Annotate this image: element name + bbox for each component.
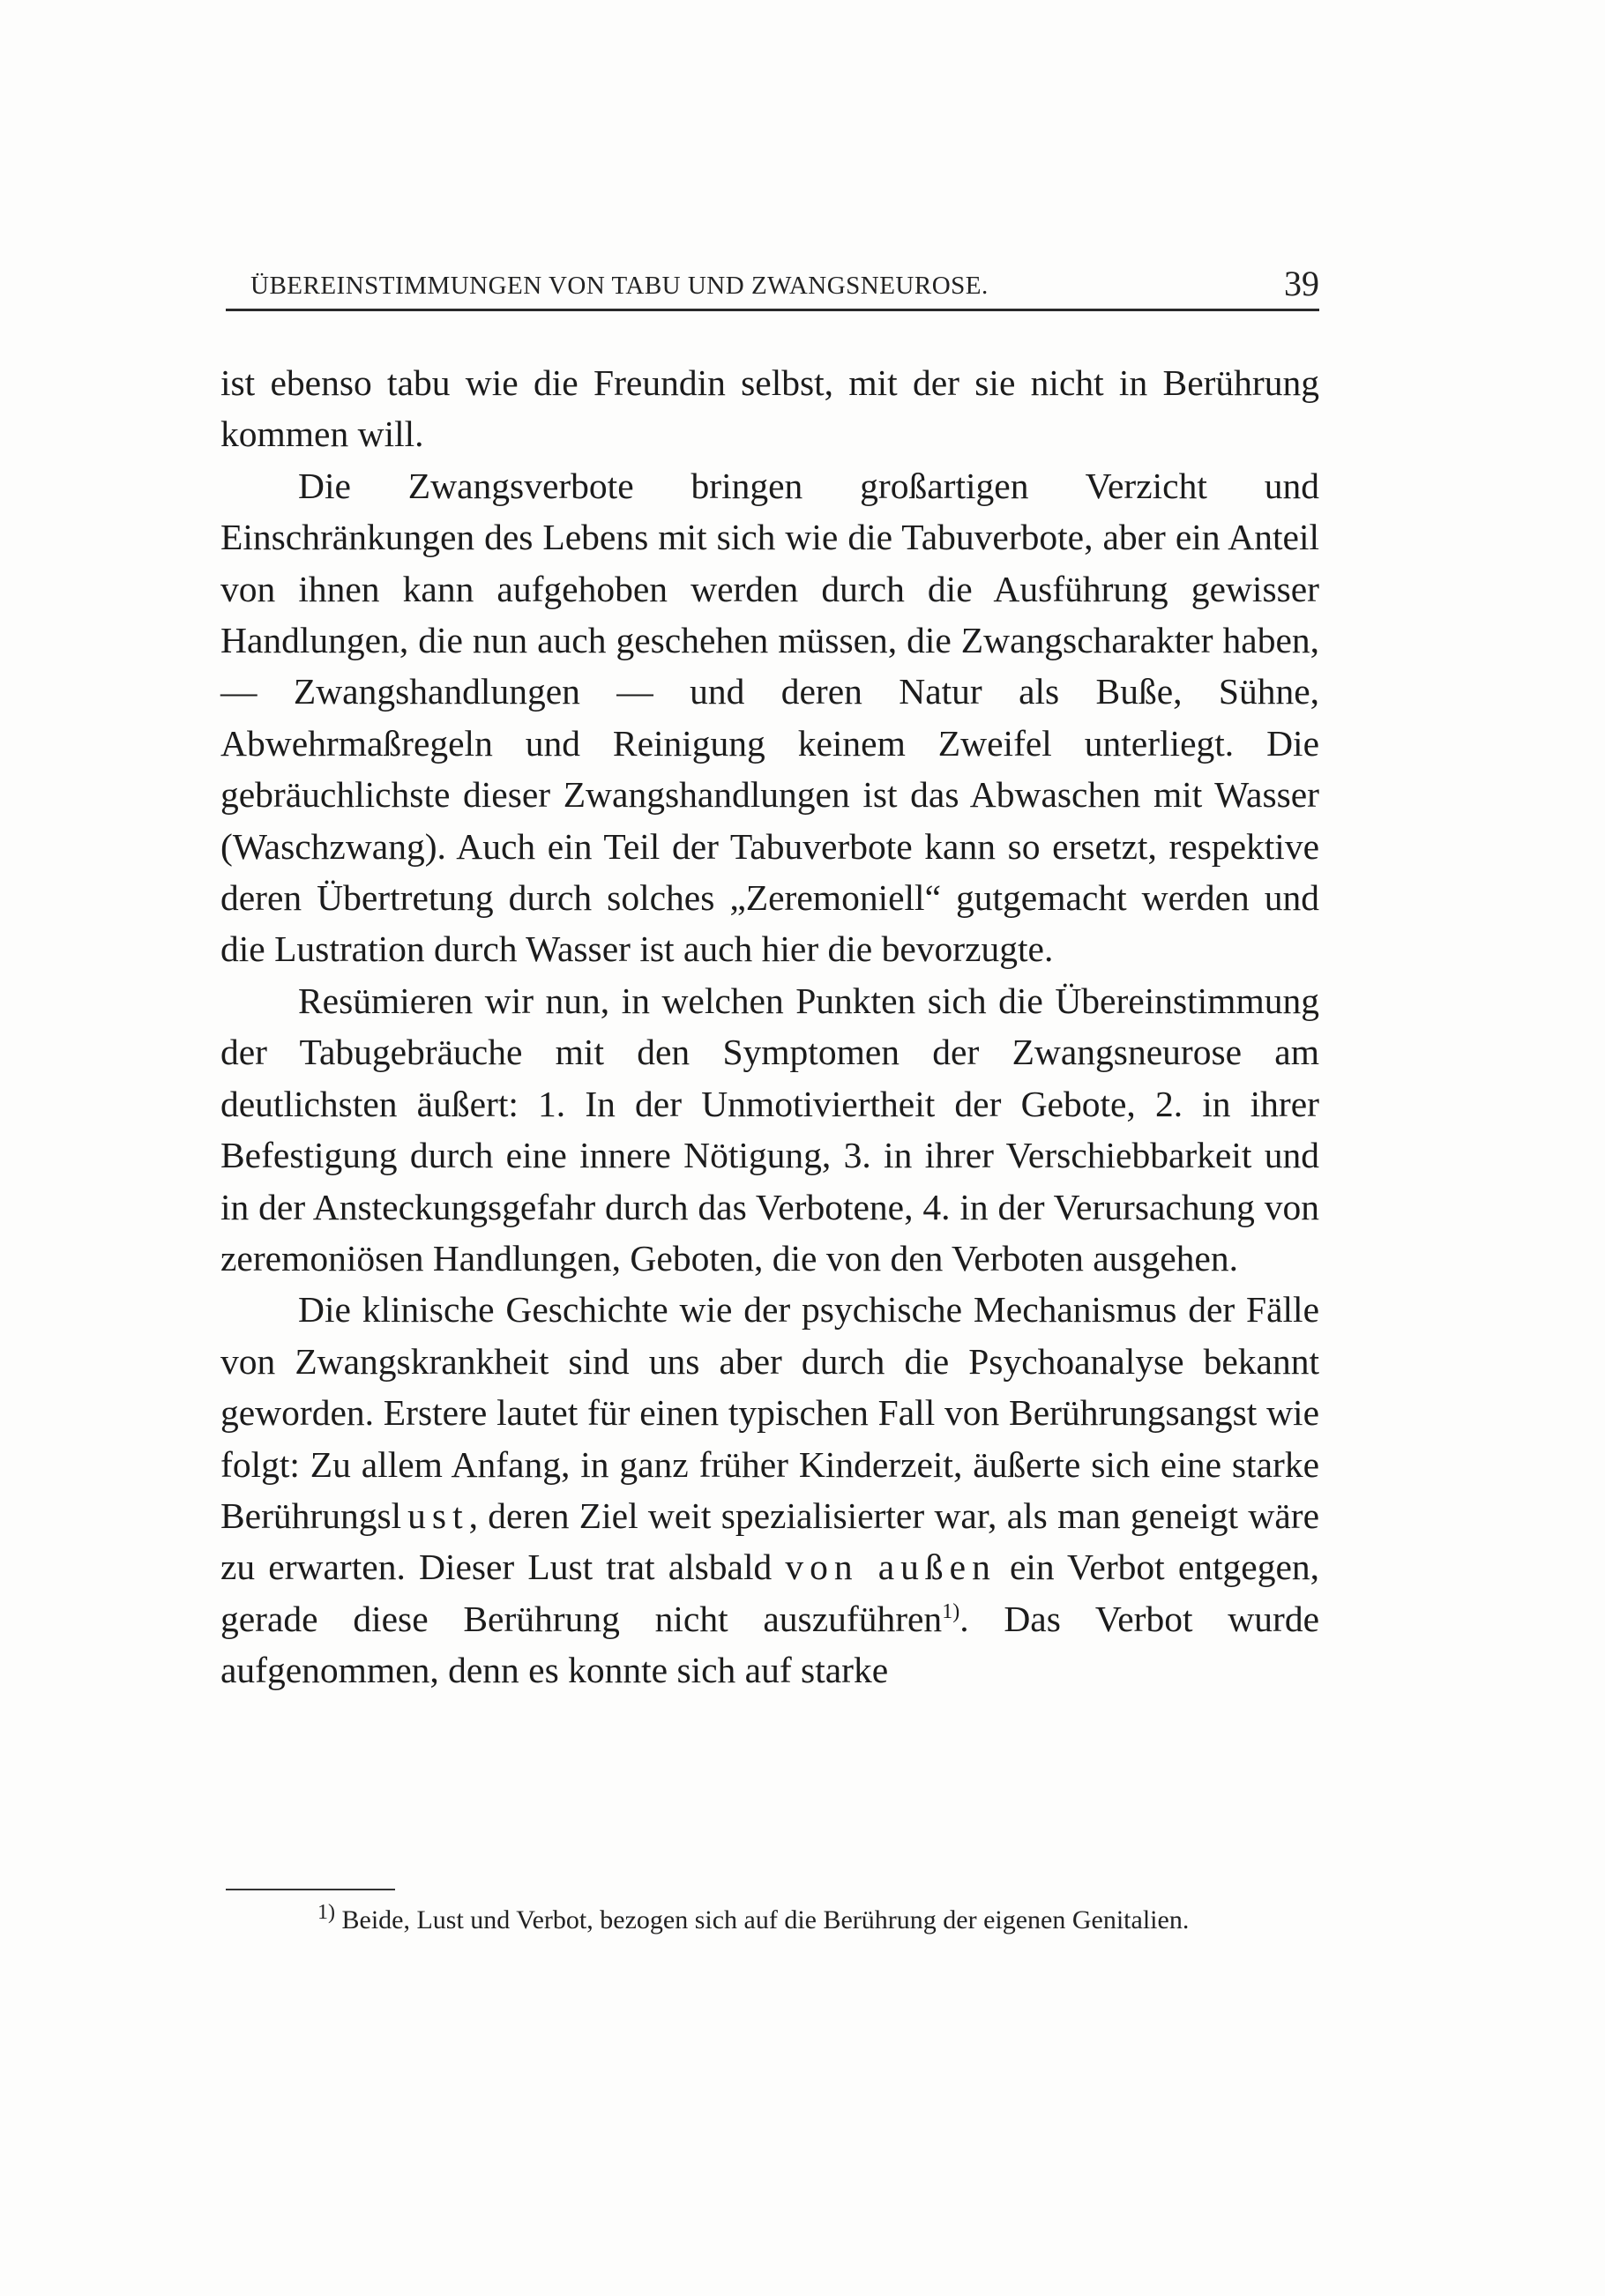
paragraph-4-part-c: , deren Ziel weit spezialisierter war, als man geneigt wäre zu erwarten. Dieser Lust trat alsbald bbox=[220, 1495, 1319, 1588]
paragraph-4 bbox=[220, 1284, 1319, 1696]
paragraph-1: ist ebenso tabu wie die Freundin selbst, mit der sie nicht in Berührung kommen will. bbox=[220, 362, 1319, 455]
running-title: ÜBEREINSTIMMUNGEN VON TABU UND ZWANGSNEUROSE. bbox=[250, 272, 989, 300]
body-text bbox=[220, 357, 1319, 1696]
paragraph-4-part-a: Die klinische Geschichte wie der psychische Mechanismus der Fälle von Zwangskrankheit sind uns aber durch die Psychoanalyse bekannt geworden. Erstere lautet für einen typischen Fall von Berührungsangst wie folgt: Zu allem Anfang, in ganz früher Kinderzeit, äußerte sich eine starke Berührungs bbox=[220, 1289, 1319, 1536]
paragraph-2: Die Zwangsverbote bringen großartigen Verzicht und Einschränkungen des Lebens mit sich wie die Tabuverbote, aber ein Anteil von ihnen kann aufgehoben werden durch die Ausführung gewisser Handlungen, die nun auch geschehen müssen, die Zwangscharakter haben, — Zwangshandlungen — und deren Natur als Buße, Sühne, Abwehrmaßregeln und Reinigung keinem Zweifel unterliegt. Die gebräuchlichste dieser Zwangshandlungen ist das Abwaschen mit Wasser (Waschzwang). Auch ein Teil der Tabuverbote kann so ersetzt, respektive deren Übertretung durch solches „Zeremoniell“ gutgemacht werden und die Lustration durch Wasser ist auch hier die bevorzugte. bbox=[220, 465, 1319, 970]
emphasis-von-aussen: von außen bbox=[785, 1547, 997, 1588]
header-rule bbox=[226, 309, 1319, 311]
footnote-rule bbox=[226, 1889, 395, 1890]
page-number: 39 bbox=[1284, 264, 1319, 303]
paragraph-3: Resümieren wir nun, in welchen Punkten sich die Übereinstimmung der Tabugebräuche mit den Symptomen der Zwangsneurose am deutlichsten äußert: 1. In der Unmotiviertheit der Gebote, 2. in ihrer Befestigung durch eine innere Nötigung, 3. in ihrer Verschiebbarkeit und in der Ansteckungsgefahr durch das Verbotene, 4. in der Verursachung von zeremoniösen Handlungen, Geboten, die von den Verboten ausgehen. bbox=[220, 980, 1319, 1278]
paragraph-4-part-e: ein Verbot entgegen, gerade diese Berührung nicht auszuführen bbox=[220, 1547, 1319, 1639]
page-header bbox=[226, 266, 1319, 307]
footnote-mark: 1) bbox=[317, 1901, 335, 1924]
paragraph-4-part-f: . Das Verbot wurde aufgenommen, denn es konnte sich auf starke bbox=[220, 1598, 1319, 1691]
emphasis-lust: lust bbox=[391, 1495, 469, 1536]
footnote-reference: 1) bbox=[942, 1599, 960, 1623]
footnote bbox=[220, 1899, 1319, 1942]
footnote-text: Beide, Lust und Verbot, bezogen sich auf die Berührung der eigenen Genitalien. bbox=[341, 1905, 1190, 1934]
